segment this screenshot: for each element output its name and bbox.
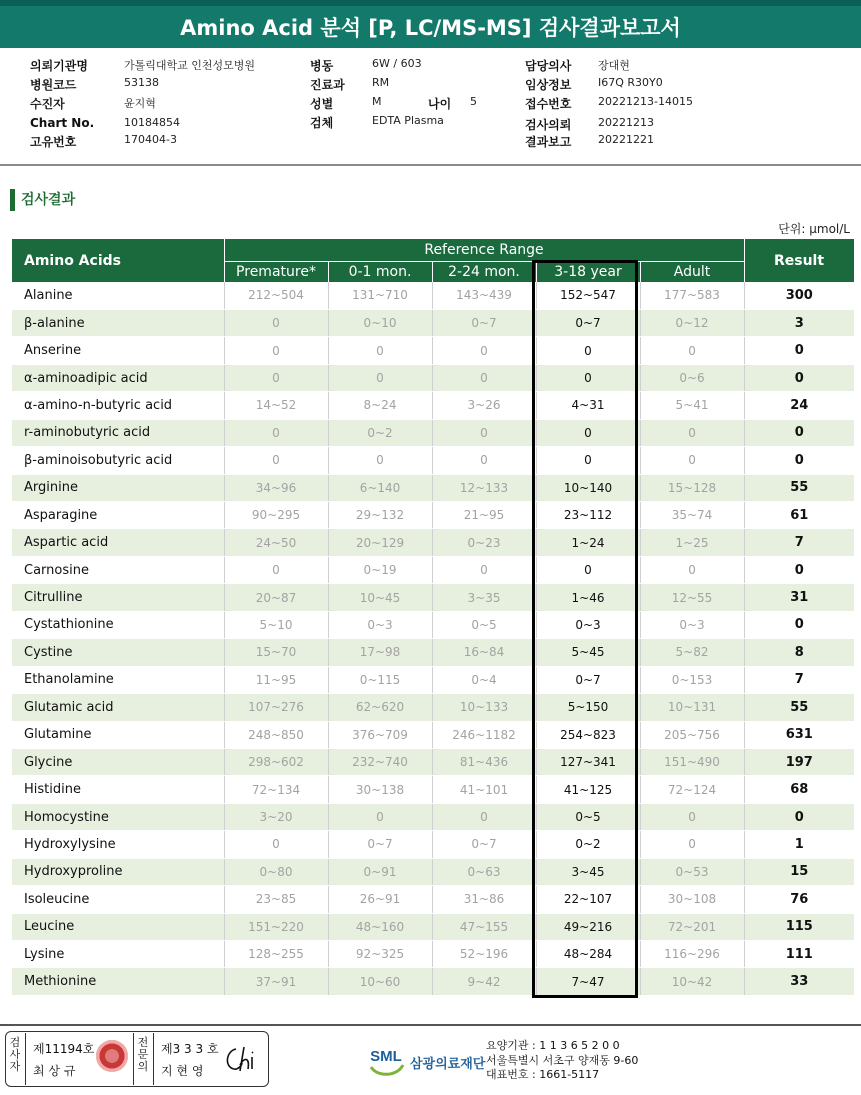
amino-acid-name: Citrulline	[12, 584, 224, 611]
amino-acid-name: Anserine	[12, 337, 224, 364]
ref-premature: 107~276	[224, 694, 328, 721]
ref-3-18-year: 5~45	[536, 639, 640, 666]
ref-premature: 298~602	[224, 748, 328, 775]
result-value: 1	[744, 831, 854, 858]
ref-2-24-mon: 0	[432, 556, 536, 583]
ref-2-24-mon: 31~86	[432, 886, 536, 913]
ref-2-24-mon: 21~95	[432, 502, 536, 529]
ref-0-1-mon: 232~740	[328, 748, 432, 775]
specialist-license: 제3 3 3 호	[161, 1042, 219, 1056]
institution-value: 가톨릭대학교 인천성모병원	[124, 59, 256, 72]
ref-premature: 0	[224, 337, 328, 364]
ref-3-18-year: 41~125	[536, 776, 640, 803]
amino-acid-table	[12, 239, 855, 996]
result-value: 31	[744, 584, 854, 611]
amino-acid-name: Cystathionine	[12, 611, 224, 638]
ref-adult: 10~131	[640, 694, 744, 721]
signature-divider	[133, 1033, 134, 1085]
ref-3-18-year: 0~2	[536, 831, 640, 858]
ref-adult: 0	[640, 419, 744, 446]
report-date-value: 20221221	[598, 133, 654, 146]
ref-adult: 72~201	[640, 913, 744, 940]
ref-2-24-mon: 0~7	[432, 831, 536, 858]
table-row	[12, 611, 854, 638]
ref-premature: 0	[224, 556, 328, 583]
table-row	[12, 502, 854, 529]
doctor-value: 장대현	[598, 59, 630, 72]
amino-acid-name: Histidine	[12, 776, 224, 803]
chart-no-label: Chart No.	[30, 116, 95, 130]
ref-adult: 151~490	[640, 748, 744, 775]
ref-0-1-mon: 376~709	[328, 721, 432, 748]
table-row	[12, 886, 854, 913]
table-row	[12, 639, 854, 666]
result-value: 33	[744, 968, 854, 995]
ref-adult: 5~41	[640, 392, 744, 419]
ref-3-18-year: 152~547	[536, 282, 640, 309]
request-date-value: 20221213	[598, 116, 654, 129]
section-title: 검사결과	[10, 189, 75, 211]
ref-premature: 212~504	[224, 282, 328, 309]
ref-3-18-year: 4~31	[536, 392, 640, 419]
ref-adult: 0	[640, 831, 744, 858]
ref-2-24-mon: 0~4	[432, 666, 536, 693]
result-value: 0	[744, 556, 854, 583]
ref-adult: 0~3	[640, 611, 744, 638]
lab-contact	[486, 1039, 638, 1083]
amino-acid-name: Carnosine	[12, 556, 224, 583]
report-title: Amino Acid 분석 [P, LC/MS-MS] 검사결과보고서	[0, 0, 861, 48]
result-value: 111	[744, 941, 854, 968]
ref-adult: 30~108	[640, 886, 744, 913]
ref-premature: 90~295	[224, 502, 328, 529]
table-row	[12, 968, 854, 995]
unique-no-label: 고유번호	[30, 135, 77, 149]
amino-acid-name: α-aminoadipic acid	[12, 364, 224, 391]
ref-adult: 12~55	[640, 584, 744, 611]
ref-0-1-mon: 0~115	[328, 666, 432, 693]
amino-acid-name: r-aminobutyric acid	[12, 419, 224, 446]
ref-premature: 0	[224, 831, 328, 858]
ref-adult: 15~128	[640, 474, 744, 501]
ref-2-24-mon: 16~84	[432, 639, 536, 666]
ref-adult: 10~42	[640, 968, 744, 995]
department-value: RM	[372, 76, 390, 89]
result-value: 631	[744, 721, 854, 748]
ref-premature: 15~70	[224, 639, 328, 666]
ref-0-1-mon: 8~24	[328, 392, 432, 419]
signature-divider	[25, 1033, 26, 1085]
ref-premature: 0~80	[224, 858, 328, 885]
ref-adult: 0~53	[640, 858, 744, 885]
ref-0-1-mon: 0~10	[328, 309, 432, 336]
table-row	[12, 392, 854, 419]
sex-value: M	[372, 95, 382, 108]
table-row	[12, 556, 854, 583]
ref-3-18-year: 1~46	[536, 584, 640, 611]
ref-premature: 20~87	[224, 584, 328, 611]
amino-acid-name: Ethanolamine	[12, 666, 224, 693]
ref-2-24-mon: 0	[432, 803, 536, 830]
ref-2-24-mon: 0	[432, 447, 536, 474]
result-value: 3	[744, 309, 854, 336]
ref-premature: 34~96	[224, 474, 328, 501]
receipt-no-value: 20221213-14015	[598, 95, 693, 108]
hospital-code-label: 병원코드	[30, 78, 77, 92]
result-value: 0	[744, 337, 854, 364]
ref-0-1-mon: 0	[328, 447, 432, 474]
table-row	[12, 364, 854, 391]
age-value: 5	[470, 95, 477, 108]
ref-0-1-mon: 62~620	[328, 694, 432, 721]
table-row	[12, 748, 854, 775]
examinee-label: 수진자	[30, 97, 65, 111]
amino-acid-name: Leucine	[12, 913, 224, 940]
clinical-info-value: I67Q R30Y0	[598, 76, 663, 89]
department-label: 진료과	[310, 78, 345, 92]
ref-3-18-year: 7~47	[536, 968, 640, 995]
ref-0-1-mon: 0~7	[328, 831, 432, 858]
result-value: 76	[744, 886, 854, 913]
ref-3-18-year: 5~150	[536, 694, 640, 721]
ref-3-18-year: 49~216	[536, 913, 640, 940]
ref-2-24-mon: 0~7	[432, 309, 536, 336]
ward-label: 병동	[310, 59, 334, 73]
ref-adult: 0~153	[640, 666, 744, 693]
ref-adult: 5~82	[640, 639, 744, 666]
result-value: 115	[744, 913, 854, 940]
ref-2-24-mon: 0~63	[432, 858, 536, 885]
ref-adult: 35~74	[640, 502, 744, 529]
ref-2-24-mon: 81~436	[432, 748, 536, 775]
result-value: 197	[744, 748, 854, 775]
col-3-18-year: 3-18 year	[536, 261, 640, 282]
ref-3-18-year: 0	[536, 447, 640, 474]
ref-premature: 14~52	[224, 392, 328, 419]
col-amino-acids: Amino Acids	[12, 239, 224, 282]
ref-3-18-year: 0	[536, 419, 640, 446]
info-divider	[0, 164, 861, 166]
result-value: 7	[744, 666, 854, 693]
ref-0-1-mon: 0~19	[328, 556, 432, 583]
ref-2-24-mon: 0~23	[432, 529, 536, 556]
ref-2-24-mon: 52~196	[432, 941, 536, 968]
ref-adult: 0	[640, 447, 744, 474]
ref-premature: 37~91	[224, 968, 328, 995]
ref-0-1-mon: 17~98	[328, 639, 432, 666]
ref-adult: 0	[640, 803, 744, 830]
chart-no-value: 10184854	[124, 116, 180, 129]
ref-0-1-mon: 131~710	[328, 282, 432, 309]
amino-acid-name: Aspartic acid	[12, 529, 224, 556]
table-row	[12, 337, 854, 364]
ref-0-1-mon: 10~60	[328, 968, 432, 995]
table-row	[12, 803, 854, 830]
table-row	[12, 913, 854, 940]
lab-name: 삼광의료재단	[410, 1057, 486, 1072]
col-0-1-mon: 0-1 mon.	[328, 261, 432, 282]
ref-premature: 0	[224, 364, 328, 391]
ref-premature: 0	[224, 419, 328, 446]
table-row	[12, 721, 854, 748]
col-reference-range: Reference Range	[224, 239, 744, 261]
examinee-value: 윤지혁	[124, 97, 156, 110]
ref-adult: 72~124	[640, 776, 744, 803]
sex-label: 성별	[310, 97, 334, 111]
ref-2-24-mon: 41~101	[432, 776, 536, 803]
table-row	[12, 282, 854, 309]
ref-0-1-mon: 26~91	[328, 886, 432, 913]
ref-premature: 24~50	[224, 529, 328, 556]
ref-premature: 72~134	[224, 776, 328, 803]
amino-acid-name: Lysine	[12, 941, 224, 968]
ref-premature: 23~85	[224, 886, 328, 913]
specialist-label: 전 문 의	[137, 1036, 149, 1073]
result-value: 15	[744, 858, 854, 885]
unique-no-value: 170404-3	[124, 133, 177, 146]
amino-acid-name: Hydroxyproline	[12, 858, 224, 885]
table-row	[12, 529, 854, 556]
table-row	[12, 694, 854, 721]
request-date-label: 검사의뢰	[525, 118, 572, 132]
ref-0-1-mon: 0~91	[328, 858, 432, 885]
report-date-label: 결과보고	[525, 135, 572, 149]
ref-3-18-year: 0~7	[536, 309, 640, 336]
amino-acid-name: Isoleucine	[12, 886, 224, 913]
result-value: 8	[744, 639, 854, 666]
amino-acid-name: β-alanine	[12, 309, 224, 336]
ref-0-1-mon: 29~132	[328, 502, 432, 529]
ref-3-18-year: 0~3	[536, 611, 640, 638]
ref-adult: 116~296	[640, 941, 744, 968]
ref-3-18-year: 10~140	[536, 474, 640, 501]
ref-2-24-mon: 0	[432, 337, 536, 364]
ref-0-1-mon: 0	[328, 803, 432, 830]
table-row	[12, 858, 854, 885]
ref-premature: 11~95	[224, 666, 328, 693]
amino-acid-name: Hydroxylysine	[12, 831, 224, 858]
ref-0-1-mon: 0	[328, 337, 432, 364]
amino-acid-name: Glutamine	[12, 721, 224, 748]
ref-2-24-mon: 0~5	[432, 611, 536, 638]
ref-adult: 0	[640, 337, 744, 364]
ref-2-24-mon: 9~42	[432, 968, 536, 995]
ref-0-1-mon: 92~325	[328, 941, 432, 968]
result-value: 55	[744, 474, 854, 501]
amino-acid-name: Glutamic acid	[12, 694, 224, 721]
specimen-value: EDTA Plasma	[372, 114, 444, 127]
patient-info-block	[0, 56, 861, 166]
ref-2-24-mon: 47~155	[432, 913, 536, 940]
ref-0-1-mon: 48~160	[328, 913, 432, 940]
ref-premature: 0	[224, 447, 328, 474]
ref-0-1-mon: 0	[328, 364, 432, 391]
table-row	[12, 419, 854, 446]
sml-logo-icon	[365, 1037, 407, 1079]
ref-3-18-year: 0~7	[536, 666, 640, 693]
col-result: Result	[744, 239, 854, 282]
ref-adult: 205~756	[640, 721, 744, 748]
table-row	[12, 447, 854, 474]
lab-code: 요양기관 : 1 1 3 6 5 2 0 0	[486, 1039, 620, 1052]
amino-acid-name: Homocystine	[12, 803, 224, 830]
examiner-name: 최 상 규	[33, 1064, 76, 1078]
result-value: 0	[744, 803, 854, 830]
amino-acid-name: Asparagine	[12, 502, 224, 529]
ward-value: 6W / 603	[372, 57, 422, 70]
amino-acid-name: Methionine	[12, 968, 224, 995]
table-row	[12, 831, 854, 858]
ref-0-1-mon: 10~45	[328, 584, 432, 611]
ref-2-24-mon: 12~133	[432, 474, 536, 501]
ref-premature: 128~255	[224, 941, 328, 968]
lab-phone: 대표번호 : 1661-5117	[486, 1068, 600, 1081]
ref-0-1-mon: 0~3	[328, 611, 432, 638]
result-value: 0	[744, 447, 854, 474]
amino-acid-name: Glycine	[12, 748, 224, 775]
ref-0-1-mon: 0~2	[328, 419, 432, 446]
table-row	[12, 474, 854, 501]
examiner-seal	[96, 1040, 128, 1072]
ref-2-24-mon: 0	[432, 419, 536, 446]
logo-text: SML	[370, 1048, 402, 1065]
ref-3-18-year: 3~45	[536, 858, 640, 885]
table-row	[12, 941, 854, 968]
ref-3-18-year: 22~107	[536, 886, 640, 913]
lab-address: 서울특별시 서초구 양재동 9-60	[486, 1053, 639, 1067]
ref-premature: 248~850	[224, 721, 328, 748]
ref-premature: 3~20	[224, 803, 328, 830]
col-adult: Adult	[640, 261, 744, 282]
ref-2-24-mon: 3~26	[432, 392, 536, 419]
specimen-label: 검체	[310, 116, 334, 130]
ref-3-18-year: 0	[536, 337, 640, 364]
ref-2-24-mon: 3~35	[432, 584, 536, 611]
table-row	[12, 309, 854, 336]
result-value: 0	[744, 611, 854, 638]
ref-premature: 151~220	[224, 913, 328, 940]
table-row	[12, 776, 854, 803]
result-value: 7	[744, 529, 854, 556]
col-premature: Premature*	[224, 261, 328, 282]
ref-0-1-mon: 30~138	[328, 776, 432, 803]
result-value: 300	[744, 282, 854, 309]
specialist-name: 지 현 영	[161, 1064, 204, 1078]
ref-adult: 1~25	[640, 529, 744, 556]
col-2-24-mon: 2-24 mon.	[432, 261, 536, 282]
amino-acid-name: Cystine	[12, 639, 224, 666]
age-label: 나이	[428, 97, 452, 111]
clinical-info-label: 임상정보	[525, 78, 572, 92]
amino-acid-name: Alanine	[12, 282, 224, 309]
ref-3-18-year: 23~112	[536, 502, 640, 529]
signature-divider	[153, 1033, 154, 1085]
examiner-label: 검 사 자	[9, 1036, 21, 1073]
result-value: 55	[744, 694, 854, 721]
receipt-no-label: 접수번호	[525, 97, 572, 111]
result-value: 61	[744, 502, 854, 529]
result-value: 0	[744, 419, 854, 446]
ref-3-18-year: 0~5	[536, 803, 640, 830]
examiner-license: 제11194호	[33, 1042, 95, 1056]
ref-adult: 0	[640, 556, 744, 583]
table-row	[12, 584, 854, 611]
hospital-code-value: 53138	[124, 76, 159, 89]
ref-3-18-year: 48~284	[536, 941, 640, 968]
result-value: 24	[744, 392, 854, 419]
ref-premature: 5~10	[224, 611, 328, 638]
ref-0-1-mon: 6~140	[328, 474, 432, 501]
table-row	[12, 666, 854, 693]
ref-3-18-year: 127~341	[536, 748, 640, 775]
amino-acid-name: β-aminoisobutyric acid	[12, 447, 224, 474]
ref-adult: 0~6	[640, 364, 744, 391]
footer-divider	[0, 1024, 861, 1026]
ref-3-18-year: 1~24	[536, 529, 640, 556]
ref-2-24-mon: 246~1182	[432, 721, 536, 748]
ref-2-24-mon: 143~439	[432, 282, 536, 309]
ref-2-24-mon: 10~133	[432, 694, 536, 721]
unit-label: 단위: μmol/L	[778, 222, 850, 236]
institution-label: 의뢰기관명	[30, 59, 88, 73]
signature-mark	[222, 1043, 262, 1075]
ref-adult: 177~583	[640, 282, 744, 309]
amino-acid-name: Arginine	[12, 474, 224, 501]
amino-acid-name: α-amino-n-butyric acid	[12, 392, 224, 419]
ref-2-24-mon: 0	[432, 364, 536, 391]
result-value: 68	[744, 776, 854, 803]
ref-3-18-year: 254~823	[536, 721, 640, 748]
ref-3-18-year: 0	[536, 364, 640, 391]
result-value: 0	[744, 364, 854, 391]
ref-premature: 0	[224, 309, 328, 336]
ref-3-18-year: 0	[536, 556, 640, 583]
ref-0-1-mon: 20~129	[328, 529, 432, 556]
doctor-label: 담당의사	[525, 59, 572, 73]
ref-adult: 0~12	[640, 309, 744, 336]
